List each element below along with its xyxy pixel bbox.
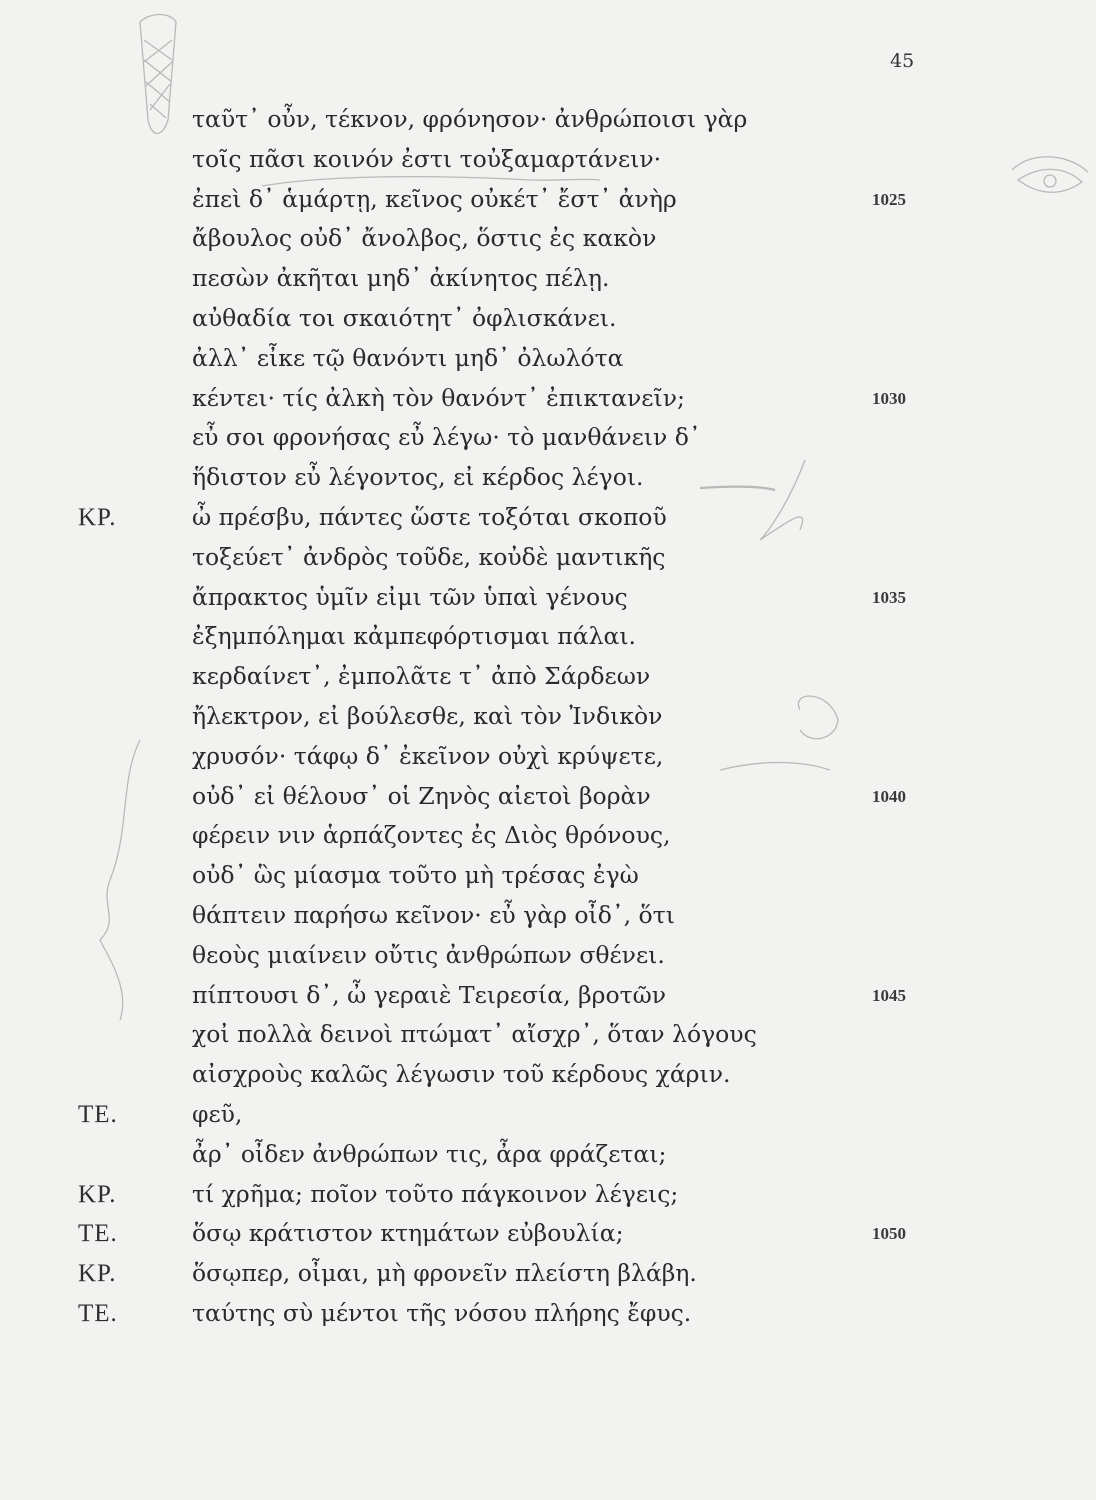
verse-text: αὐθαδία τοι σκαιότητ᾽ ὀφλισκάνει. — [192, 303, 617, 332]
verse-line — [0, 777, 1096, 817]
verse-text: χρυσόν· τάφῳ δ᾽ ἐκεῖνον οὐχὶ κρύψετε, — [192, 741, 664, 770]
page-number: 45 — [890, 50, 915, 72]
verse-line — [0, 1294, 1096, 1334]
verse-line — [0, 1015, 1096, 1055]
verse-line — [0, 976, 1096, 1016]
speaker-label: ΤΕ. — [78, 1100, 118, 1128]
verse-text: ἆρ᾽ οἶδεν ἀνθρώπων τις, ἆρα φράζεται; — [192, 1139, 667, 1168]
verse-text: ὅσῳπερ, οἶμαι, μὴ φρονεῖν πλείστη βλάβη. — [192, 1259, 697, 1288]
speaker-label: ΚΡ. — [78, 503, 117, 531]
verse-text: οὐδ᾽ εἰ θέλουσ᾽ οἱ Ζηνὸς αἰετοὶ βορὰν — [192, 781, 651, 810]
verse-line — [0, 617, 1096, 657]
verse-line — [0, 299, 1096, 339]
verse-line — [0, 936, 1096, 976]
verse-line — [0, 856, 1096, 896]
verse-line — [0, 1095, 1096, 1135]
verse-line — [0, 140, 1096, 180]
line-number: 1030 — [872, 388, 906, 408]
verse-text: τοῖς πᾶσι κοινόν ἐστι τοὐξαμαρτάνειν· — [192, 144, 662, 173]
verse-text: χοἰ πολλὰ δεινοὶ πτώματ᾽ αἴσχρ᾽, ὅταν λόγους — [192, 1020, 757, 1049]
verse-text: θάπτειν παρήσω κεῖνον· εὖ γὰρ οἶδ᾽, ὅτι — [192, 900, 675, 929]
verse-line — [0, 458, 1096, 498]
verse-line — [0, 379, 1096, 419]
verse-line — [0, 1175, 1096, 1215]
line-number: 1025 — [872, 189, 906, 209]
line-number: 1045 — [872, 985, 906, 1005]
verse-line — [0, 697, 1096, 737]
verse-line — [0, 737, 1096, 777]
verse-text: τοξεύετ᾽ ἀνδρὸς τοῦδε, κοὐδὲ μαντικῆς — [192, 542, 666, 571]
verse-line — [0, 180, 1096, 220]
verse-line — [0, 1214, 1096, 1254]
verse-line — [0, 1055, 1096, 1095]
verse-line — [0, 259, 1096, 299]
verse-text: πεσὼν ἀκῆται μηδ᾽ ἀκίνητος πέλῃ. — [192, 264, 610, 293]
verse-text: οὐδ᾽ ὣς μίασμα τοῦτο μὴ τρέσας ἐγὼ — [192, 861, 639, 890]
verse-line — [0, 100, 1096, 140]
verse-text: αἰσχροὺς καλῶς λέγωσιν τοῦ κέρδους χάριν. — [192, 1060, 731, 1089]
verse-line — [0, 1135, 1096, 1175]
verse-text: φέρειν νιν ἁρπάζοντες ἐς Διὸς θρόνους, — [192, 821, 671, 850]
verse-lines — [0, 100, 1096, 1334]
verse-line — [0, 219, 1096, 259]
verse-text: ἥδιστον εὖ λέγοντος, εἰ κέρδος λέγοι. — [192, 463, 644, 492]
line-number: 1035 — [872, 587, 906, 607]
verse-text: τί χρῆμα; ποῖον τοῦτο πάγκοινον λέγεις; — [192, 1179, 679, 1208]
verse-text: ἄπρακτος ὑμῖν εἰμι τῶν ὑπαὶ γένους — [192, 582, 628, 611]
line-number: 1040 — [872, 786, 906, 806]
verse-line — [0, 657, 1096, 697]
verse-text: ἀλλ᾽ εἶκε τῷ θανόντι μηδ᾽ ὀλωλότα — [192, 343, 624, 372]
verse-text: φεῦ, — [192, 1099, 243, 1128]
speaker-label: ΚΡ. — [78, 1180, 117, 1208]
speaker-label: ΚΡ. — [78, 1260, 117, 1288]
verse-line — [0, 578, 1096, 618]
verse-text: κέντει· τίς ἀλκὴ τὸν θανόντ᾽ ἐπικτανεῖν; — [192, 383, 685, 412]
speaker-label: ΤΕ. — [78, 1220, 118, 1248]
verse-text: εὖ σοι φρονήσας εὖ λέγω· τὸ μανθάνειν δ᾽ — [192, 423, 701, 452]
verse-line — [0, 339, 1096, 379]
verse-line — [0, 418, 1096, 458]
verse-text: ὦ πρέσβυ, πάντες ὥστε τοξόται σκοποῦ — [192, 502, 667, 531]
speaker-label: ΤΕ. — [78, 1299, 118, 1327]
verse-text: θεοὺς μιαίνειν οὔτις ἀνθρώπων σθένει. — [192, 940, 665, 969]
verse-line — [0, 498, 1096, 538]
verse-text: ἄβουλος οὐδ᾽ ἄνολβος, ὅστις ἐς κακὸν — [192, 224, 657, 253]
verse-text: ἐπεὶ δ᾽ ἁμάρτῃ, κεῖνος οὐκέτ᾽ ἔστ᾽ ἀνὴρ — [192, 184, 677, 213]
verse-line — [0, 896, 1096, 936]
verse-text: πίπτουσι δ᾽, ὦ γεραιὲ Τειρεσία, βροτῶν — [192, 980, 667, 1009]
verse-line — [0, 1254, 1096, 1294]
verse-text: ἤλεκτρον, εἰ βούλεσθε, καὶ τὸν Ἰνδικὸν — [192, 701, 663, 730]
verse-line — [0, 538, 1096, 578]
verse-text: κερδαίνετ᾽, ἐμπολᾶτε τ᾽ ἀπὸ Σάρδεων — [192, 662, 651, 691]
verse-line — [0, 816, 1096, 856]
line-number: 1050 — [872, 1224, 906, 1244]
verse-text: ὅσῳ κράτιστον κτημάτων εὐβουλία; — [192, 1219, 624, 1248]
verse-text: ταύτης σὺ μέντοι τῆς νόσου πλήρης ἔφυς. — [192, 1298, 692, 1327]
verse-text: ἐξημπόλημαι κἀμπεφόρτισμαι πάλαι. — [192, 622, 637, 651]
verse-text: ταῦτ᾽ οὖν, τέκνον, φρόνησον· ἀνθρώποισι γὰρ — [192, 105, 748, 133]
